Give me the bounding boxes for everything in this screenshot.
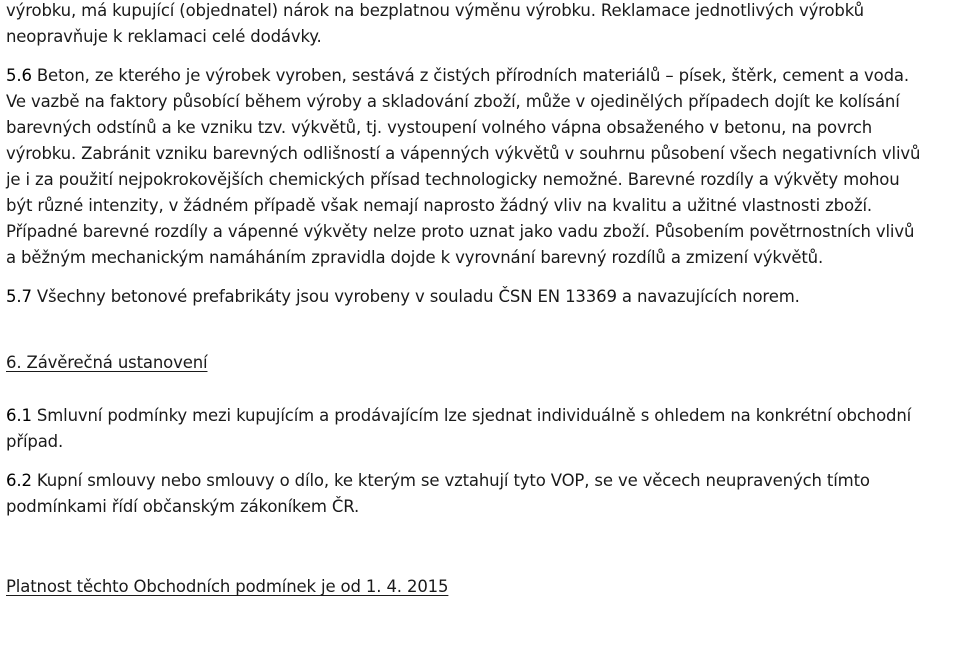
text-line — [6, 403, 956, 429]
section-6-heading-block — [6, 350, 956, 376]
text-line: neopravňuje k reklamaci celé dodávky. — [6, 27, 322, 46]
text-line: a běžným mechanickým namáháním zpravidla dojde k vyrovnání barevný rozdílů a zmizení výkvětů. — [6, 248, 824, 267]
paragraph-claims-continuation — [6, 0, 956, 50]
text-line — [6, 63, 956, 89]
validity-block — [6, 574, 956, 600]
text-line: případ. — [6, 432, 64, 451]
paragraph-6-2 — [6, 468, 956, 520]
validity-statement: Platnost těchto Obchodních podmínek je od 1. 4. 2015 — [6, 577, 449, 596]
section-heading: 6. Závěrečná ustanovení — [6, 353, 208, 372]
text-line: je i za použití nejpokrokovějších chemických přísad technologicky nemožné. Barevné rozdíly a výkvěty mohou — [6, 170, 900, 189]
section-number: 5.7 — [6, 287, 32, 306]
section-number: 5.6 — [6, 66, 32, 85]
paragraph-6-1 — [6, 403, 956, 455]
paragraph-5-7 — [6, 284, 956, 310]
text-line — [6, 468, 956, 494]
text-line: Ve vazbě na faktory působící během výroby a skladování zboží, může v ojedinělých případech dojít ke kolísání — [6, 92, 900, 111]
text-line: výrobku, má kupující (objednatel) nárok na bezplatnou výměnu výrobku. Reklamace jednotlivých výrobků — [6, 1, 864, 20]
text-line: výrobku. Zabránit vzniku barevných odlišností a vápenných výkvětů v souhrnu působení všech negativních vlivů — [6, 144, 921, 163]
text-run: Kupní smlouvy nebo smlouvy o dílo, ke kterým se vztahují tyto VOP, se ve věcech neupravených tímto — [31, 471, 870, 490]
text-line — [6, 284, 956, 310]
document-page — [6, 0, 956, 600]
section-number: 6.2 — [6, 471, 32, 490]
section-number: 6.1 — [6, 406, 32, 425]
text-line: podmínkami řídí občanským zákoníkem ČR. — [6, 497, 360, 516]
text-line: být různé intenzity, v žádném případě však nemají naprosto žádný vliv na kvalitu a užitné vlastnosti zboží. — [6, 196, 872, 215]
text-line: Případné barevné rozdíly a vápenné výkvěty nelze proto uznat jako vadu zboží. Působením povětrnostních vlivů — [6, 222, 915, 241]
text-run: Beton, ze kterého je výrobek vyroben, sestává z čistých přírodních materiálů – písek, štěrk, cement a voda. — [31, 66, 909, 85]
text-run: Všechny betonové prefabrikáty jsou vyrobeny v souladu ČSN EN 13369 a navazujících norem. — [31, 287, 800, 306]
text-run: Smluvní podmínky mezi kupujícím a prodávajícím lze sjednat individuálně s ohledem na konkrétní obchodní — [31, 406, 912, 425]
text-line: barevných odstínů a ke vzniku tzv. výkvětů, tj. vystoupení volného vápna obsaženého v betonu, na povrch — [6, 118, 873, 137]
paragraph-5-6 — [6, 63, 956, 271]
